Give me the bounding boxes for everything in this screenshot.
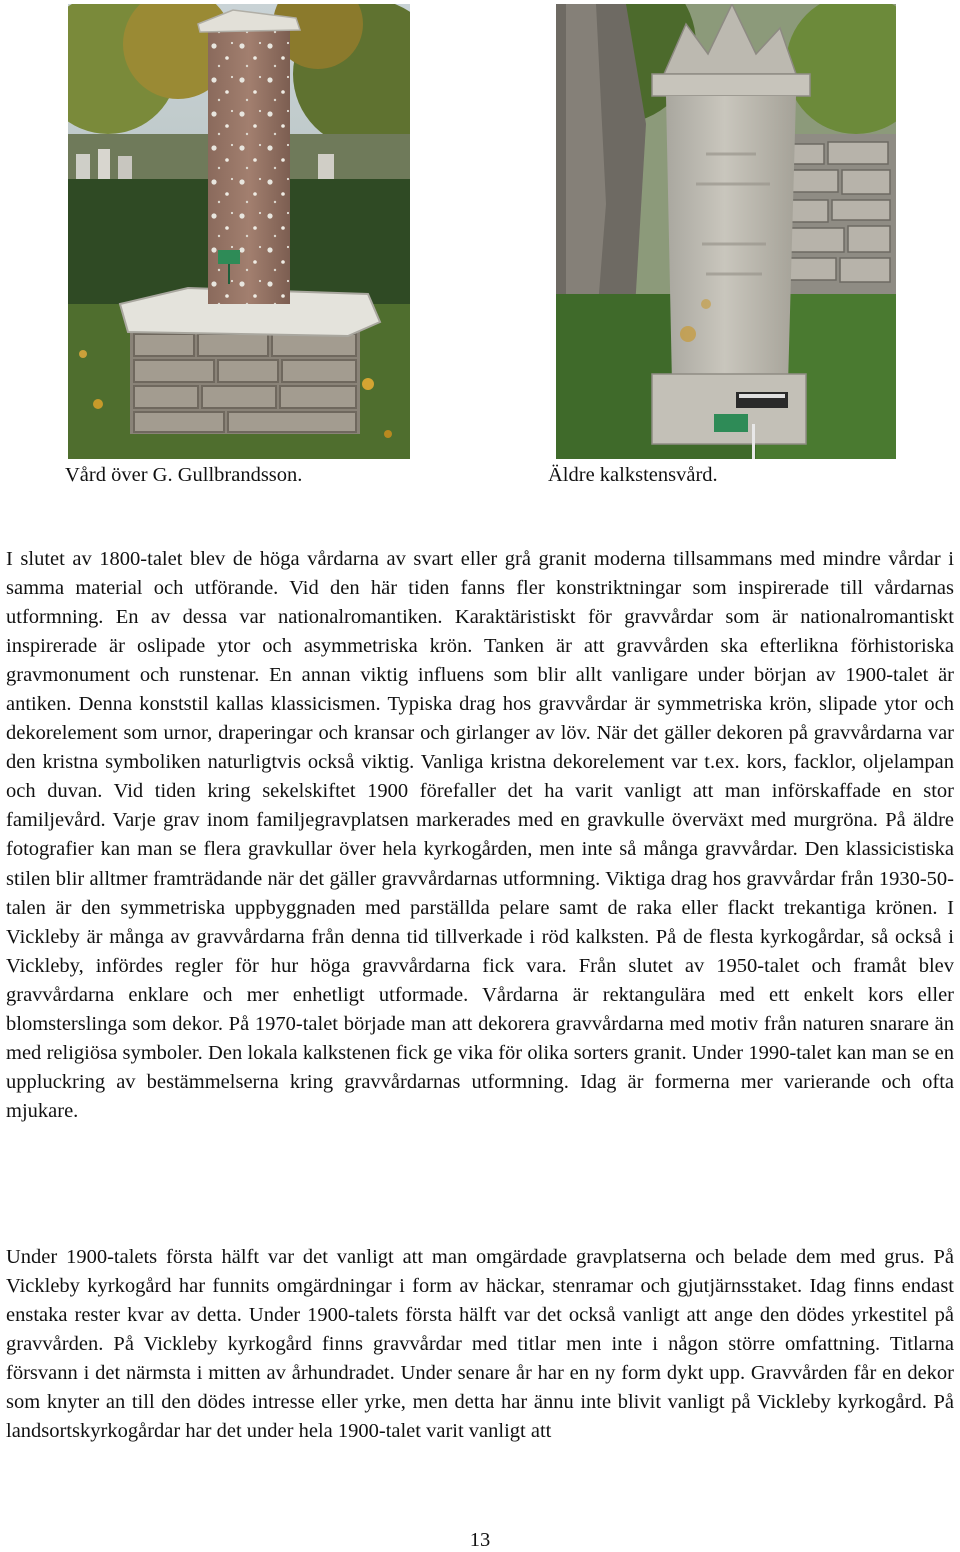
- photo-caption-right: Äldre kalkstensvård.: [548, 464, 718, 486]
- photo-caption-left: Vård över G. Gullbrandsson.: [65, 464, 303, 486]
- body-paragraph: Under 1900-talets första hälft var det vanligt att man omgärdade gravplatserna och belade dem med grus. På Vickleby kyrkogård har funnits omgärdningar i form av häckar, stenramar och gjutjärnsstaket. Idag finns endast enstaka rester kvar av detta. Under 1900-talets första hälft var det också vanligt att ange den dödes yrkestitel på gravvården. På Vickleby kyrkogård finns gravvårdar med titlar men inte i någon större omfattning. Titlarna försvann i det närmsta i mitten av århundradet. Under senare år har en ny form dykt upp. Gravvården får en dekor som knyter an till den dödes intresse eller yrke, men detta har ännu inte blivit vanligt på Vickleby kyrkogård. På landsortskyrkogårdar har det under hela 1900-talet varit vanligt att: [6, 1246, 954, 1443]
- photo-older-limestone-grave: [556, 4, 896, 459]
- photo-gullbrandsson-grave: [68, 4, 410, 459]
- body-paragraph: I slutet av 1800-talet blev de höga vårdarna av svart eller grå granit moderna tillsammans med mindre vårdar i samma material och utförande. Vid den här tiden fanns fler konstriktningar som inspirerade till vårdarnas utformning. En av dessa var nationalromantiken. Karaktäristiskt för gravvårdar som är nationalromantiskt inspirerade är oslipade ytor och asymmetriska krön. Tanken är att gravvården ska efterlikna förhistoriska gravmonument och runstenar. En annan viktig influens som blir allt vanligare under början av 1900-talet är antiken. Denna konststil kallas klassicismen. Typiska drag hos gravvårdar är symmetriska krön, slipade ytor och dekorelement som urnor, draperingar och kransar och girlanger av löv. När det gäller dekoren på gravvårdarna var den kristna symboliken naturligtvis också viktig. Vanliga kristna dekorelement var t.ex. kors, facklor, oljelampan och duvan. Vid tiden kring sekelskiftet 1900 förefaller det ha varit vanligt att man införskaffade en stor familjevård. Varje grav inom familjegravplatsen markerades med en gravkulle överväxt med murgröna. På äldre fotografier kan man se flera gravkullar över hela kyrkogården, men inte så många gravvårdar. Den klassicistiska stilen blir alltmer framträdande när det gäller gravvårdarnas utformning. Viktiga drag hos gravvårdar från 1930-50-talen är den symmetriska uppbyggnaden med parställda pelare samt de raka eller flackt trekantiga krönen. I Vickleby är många av gravvårdarna från denna tid tillverkade i röd kalksten. På de flesta kyrkogårdar, så också i Vickleby, infördes regler för hur höga gravvårdarna fick vara. Från slutet av 1950-talet och framåt blev gravvårdarna enklare och mer enhetligt utformade. Vårdarna är rektangulära med ett enkelt kors eller blomsterslinga som dekor. På 1970-talet började man att dekorera gravvårdarna med motiv från naturen snarare än med religiösa symboler. Den lokala kalkstenen fick ge vika för olika sorters granit. Under 1990-talet kan man se en uppluckring av bestämmelserna kring gravvårdarnas utformning. Idag är formerna mer varierande och ofta mjukare.: [6, 548, 954, 1122]
- page-number: 13: [469, 1529, 491, 1551]
